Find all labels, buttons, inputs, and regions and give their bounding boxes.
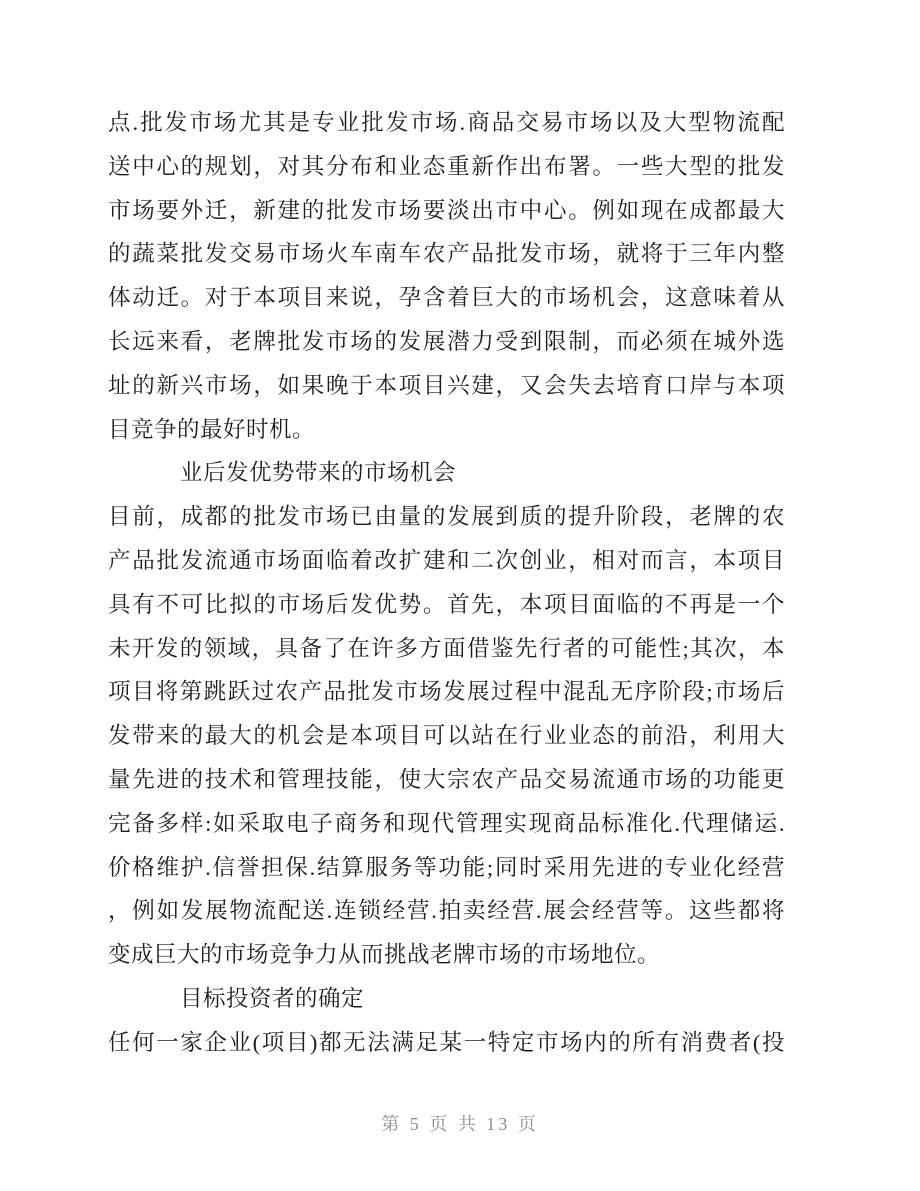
text-line: 价格维护.信誉担保.结算服务等功能;同时采用先进的专业化经营 xyxy=(108,854,785,880)
text-line: 具有不可比拟的市场后发优势。首先，本项目面临的不再是一个 xyxy=(108,591,785,617)
text-line: 送中心的规划，对其分布和业态重新作出布署。一些大型的批发 xyxy=(108,153,785,179)
text-line-paragraph-end: 变成巨大的市场竞争力从而挑战老牌市场的市场地位。 xyxy=(108,942,661,968)
section-heading-target-investors: 目标投资者的确定 xyxy=(180,985,365,1011)
text-line: 点.批发市场尤其是专业批发市场.商品交易市场以及大型物流配 xyxy=(108,110,785,135)
text-line: 长远来看，老牌批发市场的发展潜力受到限制，而必须在城外选 xyxy=(108,328,785,354)
text-line: 量先进的技术和管理技能，使大宗农产品交易流通市场的功能更 xyxy=(108,766,785,792)
text-line-paragraph-end: 目竞争的最好时机。 xyxy=(108,416,316,442)
text-line: 址的新兴市场，如果晚于本项目兴建，又会失去培育口岸与本项 xyxy=(108,372,785,398)
document-text-block xyxy=(108,101,785,1065)
text-line: 项目将第跳跃过农产品批发市场发展过程中混乱无序阶段;市场后 xyxy=(108,679,785,705)
text-line: 的蔬菜批发交易市场火车南车农产品批发市场，就将于三年内整 xyxy=(108,241,785,267)
text-line: 目前，成都的批发市场已由量的发展到质的提升阶段，老牌的农 xyxy=(108,504,785,530)
text-line: 任何一家企业(项目)都无法满足某一特定市场内的所有消费者(投 xyxy=(108,1029,785,1055)
text-line: 未开发的领域，具备了在许多方面借鉴先行者的可能性;其次，本 xyxy=(108,635,785,661)
text-line: 体动迁。对于本项目来说，孕含着巨大的市场机会，这意味着从 xyxy=(108,285,785,311)
text-line: ，例如发展物流配送.连锁经营.拍卖经营.展会经营等。这些都将 xyxy=(108,898,785,924)
page-footer: 第 5 页 共 13 页 xyxy=(381,1114,539,1134)
text-line: 发带来的最大的机会是本项目可以站在行业业态的前沿，利用大 xyxy=(108,723,785,749)
section-heading-market-opportunity: 业后发优势带来的市场机会 xyxy=(180,460,457,486)
text-line: 产品批发流通市场面临着改扩建和二次创业，相对而言，本项目 xyxy=(108,547,785,573)
text-line: 市场要外迁，新建的批发市场要淡出市中心。例如现在成都最大 xyxy=(108,197,785,223)
text-line: 完备多样:如采取电子商务和现代管理实现商品标准化.代理储运. xyxy=(108,810,785,836)
